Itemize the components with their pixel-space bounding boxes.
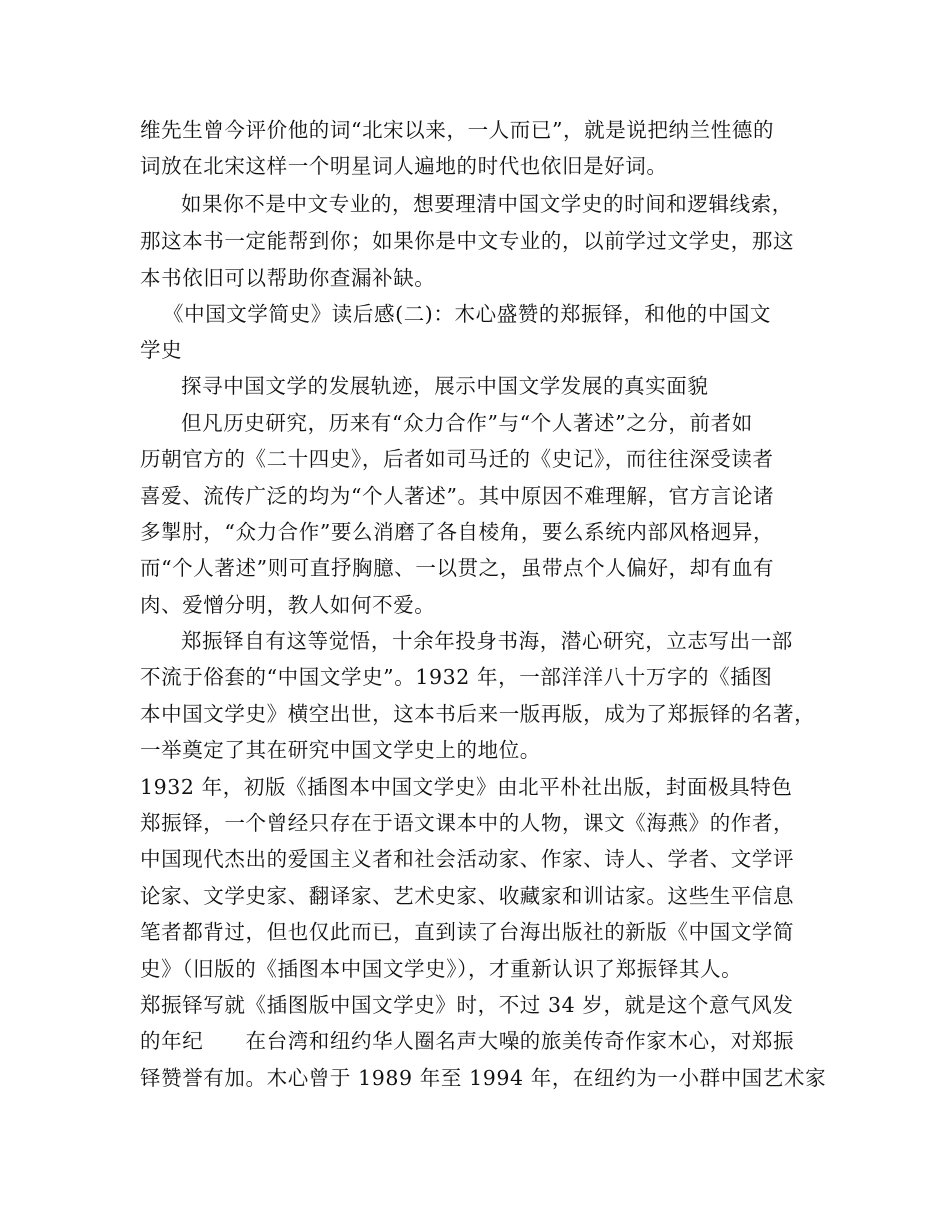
text-line: 本书依旧可以帮助你查漏补缺。: [140, 266, 436, 290]
text-line: 历朝官方的《二十四史》，后者如司马迁的《史记》，而往往深受读者: [140, 447, 774, 471]
text-line: 学史: [140, 338, 183, 362]
text-line: 一举奠定了其在研究中国文学史上的地位。: [140, 738, 541, 762]
text-line: 的年纪 在台湾和纽约华人圈名声大噪的旅美传奇作家木心，对郑振: [140, 1029, 795, 1053]
text-line: 而“个人著述”则可直抒胸臆、一以贯之，虽带点个人偏好，却有血有: [140, 556, 775, 580]
text-line: 郑振铎自有这等觉悟，十余年投身书海，潜心研究，立志写出一部: [181, 629, 793, 653]
text-line: 探寻中国文学的发展轨迹，展示中国文学发展的真实面貌: [181, 374, 709, 398]
text-line: 词放在北宋这样一个明星词人遍地的时代也依旧是好词。: [140, 154, 668, 178]
text-line: 不流于俗套的“中国文学史”。1932 年，一部洋洋八十万字的《插图: [140, 665, 773, 689]
text-line: 笔者都背过，但也仅此而已，直到读了台海出版社的新版《中国文学简: [140, 920, 795, 944]
text-line: 多掣肘，“众力合作”要么消磨了各自棱角，要么系统内部风格迥异，: [140, 520, 775, 544]
text-line: 史》（旧版的《插图本中国文学史》），才重新认识了郑振铎其人。: [140, 957, 743, 981]
text-line: 1932 年，初版《插图本中国文学史》由北平朴社出版，封面极具特色: [140, 775, 793, 799]
text-line: 本中国文学史》横空出世，这本书后来一版再版，成为了郑振铎的名著，: [140, 702, 816, 726]
text-line: 郑振铎，一个曾经只存在于语文课本中的人物，课文《海燕》的作者，: [140, 811, 795, 835]
text-line: 《中国文学简史》读后感(二)：木心盛赞的郑振铎，和他的中国文: [163, 302, 771, 326]
text-line: 喜爱、流传广泛的均为“个人著述”。其中原因不难理解，官方言论诸: [140, 484, 775, 508]
text-line: 肉、爱憎分明，教人如何不爱。: [140, 593, 436, 617]
text-line: 铎赞誉有加。木心曾于 1989 年至 1994 年，在纽约为一小群中国艺术家: [140, 1066, 827, 1090]
text-line: 中国现代杰出的爱国主义者和社会活动家、作家、诗人、学者、文学评: [140, 847, 795, 871]
text-line: 但凡历史研究，历来有“众力合作”与“个人著述”之分，前者如: [181, 411, 753, 435]
text-line: 论家、文学史家、翻译家、艺术史家、收藏家和训诂家。这些生平信息: [140, 884, 795, 908]
text-line: 如果你不是中文专业的，想要理清中国文学史的时间和逻辑线索，: [181, 192, 793, 216]
text-line: 维先生曾今评价他的词“北宋以来，一人而已”，就是说把纳兰性德的: [140, 118, 775, 142]
text-line: 那这本书一定能帮到你；如果你是中文专业的，以前学过文学史，那这: [140, 229, 795, 253]
text-line: 郑振铎写就《插图版中国文学史》时，不过 34 岁，就是这个意气风发: [140, 993, 794, 1017]
